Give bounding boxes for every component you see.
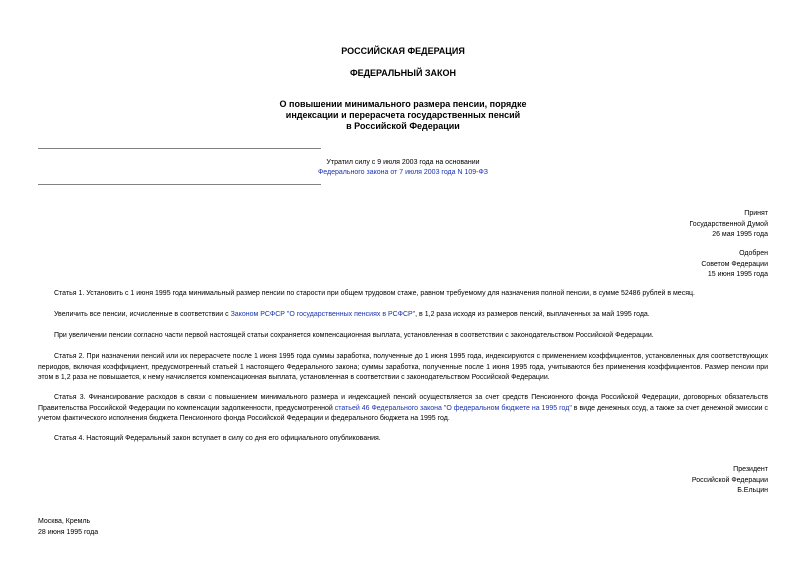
- doc-type-heading: ФЕДЕРАЛЬНЫЙ ЗАКОН: [349, 68, 457, 78]
- pension-law-link[interactable]: Законом РСФСР "О государственных пенсиях в РСФСР": [230, 311, 416, 318]
- article-1-part-2: [38, 310, 768, 321]
- repeal-notice: [38, 158, 768, 178]
- article-1: Статья 1. Установить с 1 июня 1995 года минимальный размер пенсии по старости при общем трудовом стаже, равном требуемому для назначения полной пенсии, в сумме 52486 рублей в месяц.: [54, 290, 695, 297]
- article-text: Увеличить все пенсии, исчисленные в соответствии с: [54, 311, 231, 318]
- article-text: , в 1,2 раза исходя из размеров пенсий, выплаченных за май 1995 года.: [415, 311, 650, 318]
- signature-line: Б.Ельцин: [737, 487, 768, 494]
- title-line: О повышении минимального размера пенсии, порядке: [279, 99, 527, 109]
- repeal-law-link[interactable]: Федерального закона от 7 июля 2003 года N 109-ФЗ: [317, 169, 489, 176]
- country-heading: РОССИЙСКАЯ ФЕДЕРАЦИЯ: [341, 46, 465, 56]
- article-text: Статья 3. Финансирование расходов в связи с повышением минимального размера и индексацией пенсий осуществляется за счет средств Пенсионного фонда Российской Федерации, договорных обязательств Правительства Российской Федерации по компенсации задолженности, предусмотренной: [38, 394, 768, 412]
- approved-line: Одобрен: [739, 250, 768, 257]
- title-line: индексации и перерасчета государственных пенсий: [285, 110, 521, 120]
- approved-line: 15 июня 1995 года: [707, 271, 768, 278]
- article-2: Статья 2. При назначении пенсий или их перерасчете после 1 июня 1995 года суммы заработка, полученные до 1 июня 1995 года, индексируются с применением коэффициентов, установленных для соответствующих периодов, включая коэффициент, предусмотренный статьей 1 настоящего Федерального закона; суммы заработка, полученные после 1 июня 1995 года, учитываются без применения коэффициентов. Размер пенсии при этом в 1,2 раза не повышается, к нему начисляется компенсационная выплата, установленная в соответствии с законодательством Российской Федерации.: [38, 353, 768, 381]
- article-4: Статья 4. Настоящий Федеральный закон вступает в силу со дня его официального опубликования.: [54, 435, 381, 442]
- divider-bottom: [38, 184, 321, 185]
- article-1-part-3: При увеличении пенсии согласно части первой настоящей статьи сохраняется компенсационная выплата, установленная в соответствии с законодательством Российской Федерации.: [54, 332, 654, 339]
- date-line: 28 июня 1995 года: [38, 528, 99, 536]
- adopted-line: Государственной Думой: [689, 220, 768, 228]
- repeal-text: Утратил силу с 9 июля 2003 года на основании: [326, 159, 480, 166]
- approved-block: [701, 249, 768, 281]
- place-date-block: [38, 517, 98, 538]
- article-3: [38, 393, 768, 425]
- adopted-line: 26 мая 1995 года: [712, 231, 768, 238]
- signature-line: Президент: [733, 466, 768, 473]
- law-document: [38, 0, 768, 571]
- title-line: в Российской Федерации: [346, 121, 460, 131]
- place-line: Москва, Кремль: [38, 518, 91, 525]
- signature-line: Российской Федерации: [691, 476, 768, 484]
- divider-top: [38, 148, 321, 149]
- article-text: в виде денежных ссуд, а также за счет денежной эмиссии с учетом фактического исполнения бюджета Пенсионного фонда Российской Федерации и федерального бюджета на 1995 год.: [38, 404, 769, 422]
- approved-line: Советом Федерации: [701, 260, 768, 268]
- budget-law-link[interactable]: статьей 46 Федерального закона "О федеральном бюджете на 1995 год": [334, 404, 572, 412]
- adopted-line: Принят: [744, 210, 768, 217]
- signature-block: [692, 465, 768, 497]
- document-title: [38, 99, 768, 132]
- adopted-block: [689, 209, 768, 241]
